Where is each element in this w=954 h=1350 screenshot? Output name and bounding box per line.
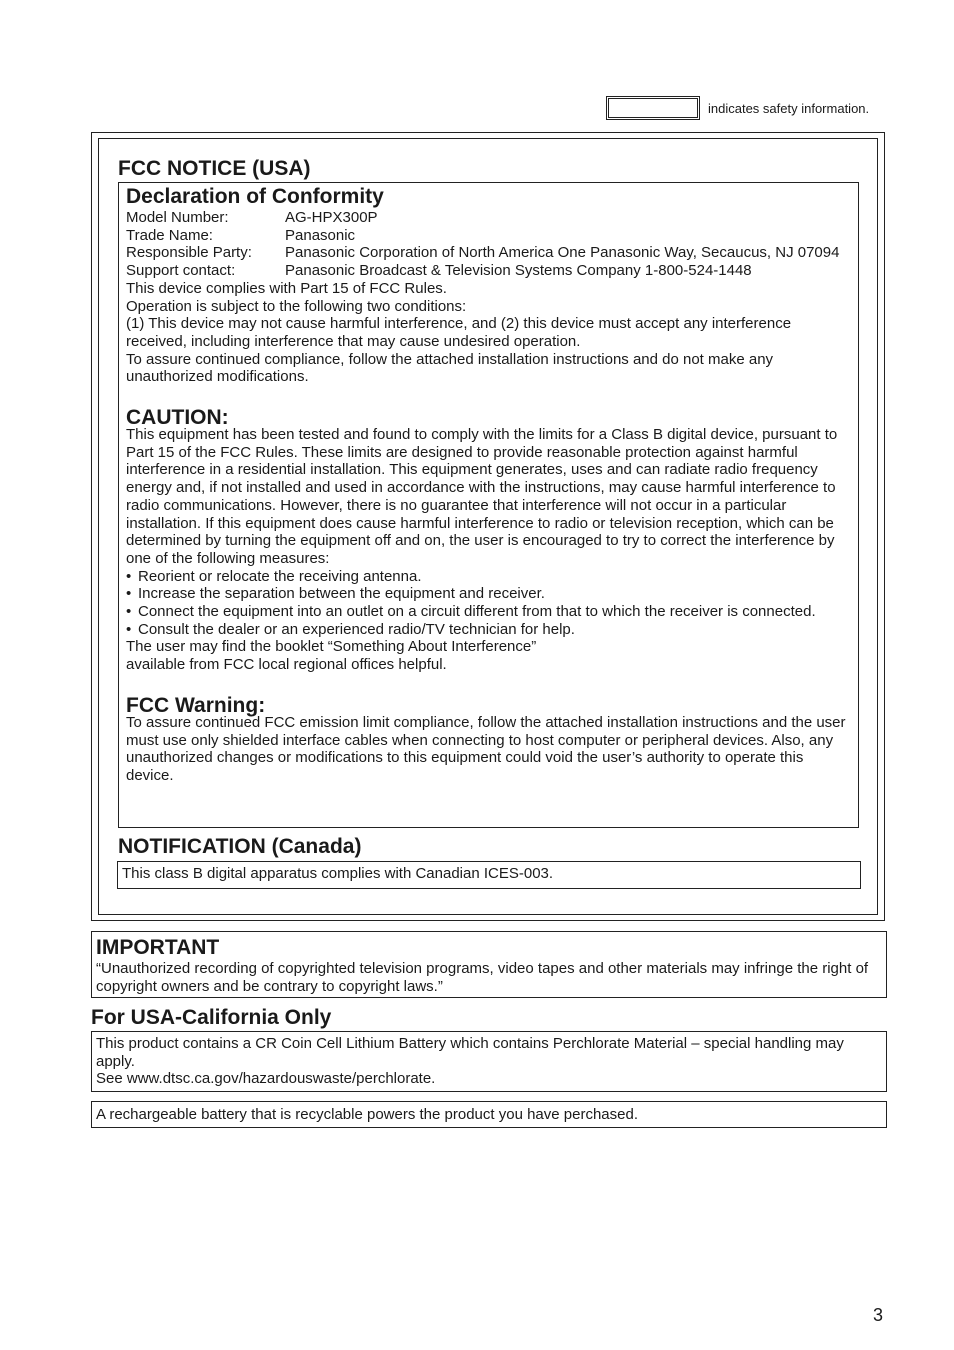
fcc-warning-text: To assure continued FCC emission limit compliance, follow the attached installation instructions and the user must use only shielded interface cables when connecting to host computer or peripheral devices. Also, any unauthorized changes or modifications to this equipment could void the user’s authority to operate this device. xyxy=(126,713,846,784)
declaration-paragraph: Operation is subject to the following two conditions: xyxy=(126,297,467,315)
caution-outro: available from FCC local regional offices helpful. xyxy=(126,656,447,674)
caution-bullet: • Connect the equipment into an outlet on a circuit different from that to which the receiver is connected. xyxy=(126,603,816,621)
important-text: “Unauthorized recording of copyrighted television programs, video tapes and other materials may infringe the right of copyright owners and be contrary to copyright laws.” xyxy=(96,960,869,995)
california-line: See www.dtsc.ca.gov/hazardouswaste/perchlorate. xyxy=(96,1070,436,1088)
field-label: Support contact: xyxy=(126,262,236,280)
battery-box xyxy=(91,1101,887,1128)
caution-bullet: • Increase the separation between the equipment and receiver. xyxy=(126,585,545,603)
caution-intro: This equipment has been tested and found to comply with the limits for a Class B digital device, pursuant to Part 15 of the FCC Rules. These limits are designed to provide reasonable protection against harmful interference in a residential installation. This equipment generates, uses and can radiate radio frequency energy and, if not installed and used in accordance with the instructions, may cause harmful interference to radio communications. However, there is no guarantee that interference will not occur in a particular installation. If this equipment does cause harmful interference to radio or television reception, which can be determined by turning the equipment off and on, the user is encouraged to try to correct the interference by one of the following measures: xyxy=(126,426,838,567)
california-box xyxy=(91,1031,887,1092)
important-box xyxy=(91,931,887,998)
canada-title: NOTIFICATION (Canada) xyxy=(118,835,362,858)
caution-bullet: • Reorient or relocate the receiving antenna. xyxy=(126,567,422,585)
field-value: Panasonic Corporation of North America One Panasonic Way, Secaucus, NJ 07094 xyxy=(285,244,840,262)
california-text xyxy=(96,1035,876,1088)
california-title: For USA-California Only xyxy=(91,1006,332,1029)
fcc-warning-title: FCC Warning: xyxy=(126,693,266,717)
field-model-number xyxy=(126,209,850,227)
declaration-paragraph: This device complies with Part 15 of FCC Rules. xyxy=(126,279,447,297)
canada-text: This class B digital apparatus complies with Canadian ICES-003. xyxy=(122,865,554,882)
page-number: 3 xyxy=(873,1305,884,1325)
field-value: Panasonic Broadcast & Television Systems Company 1-800-524-1448 xyxy=(285,262,752,280)
canada-box xyxy=(117,861,861,889)
california-line: This product contains a CR Coin Cell Lithium Battery which contains Perchlorate Material – special handling may apply. xyxy=(96,1035,844,1070)
field-value: AG-HPX300P xyxy=(285,209,378,226)
declaration-content xyxy=(126,209,850,785)
field-responsible-party xyxy=(126,244,850,262)
safety-legend xyxy=(606,96,888,122)
safety-legend-text: indicates safety information. xyxy=(708,101,870,116)
fcc-notice-title: FCC NOTICE (USA) xyxy=(118,157,311,180)
field-trade-name xyxy=(126,227,850,245)
declaration-paragraph: To assure continued compliance, follow the attached installation instructions and do not make any unauthorized modifications. xyxy=(126,350,774,386)
caution-outro: The user may find the booklet “Something About Interference” xyxy=(126,638,537,656)
declaration-paragraph: (1) This device may not cause harmful interference, and (2) this device must accept any interference received, including interference that may cause undesired operation. xyxy=(126,315,792,350)
declaration-title: Declaration of Conformity xyxy=(126,185,384,208)
safety-symbol-box xyxy=(606,96,700,120)
caution-bullet: • Consult the dealer or an experienced radio/TV technician for help. xyxy=(126,620,575,638)
important-title: IMPORTANT xyxy=(96,936,220,959)
field-support-contact xyxy=(126,262,850,280)
field-value: Panasonic xyxy=(285,226,356,244)
field-label: Model Number: xyxy=(126,209,229,226)
battery-text: A rechargeable battery that is recyclable powers the product you have perchased. xyxy=(96,1106,638,1123)
caution-title: CAUTION: xyxy=(126,406,229,430)
field-label: Responsible Party: xyxy=(126,244,252,262)
field-label: Trade Name: xyxy=(126,226,213,244)
